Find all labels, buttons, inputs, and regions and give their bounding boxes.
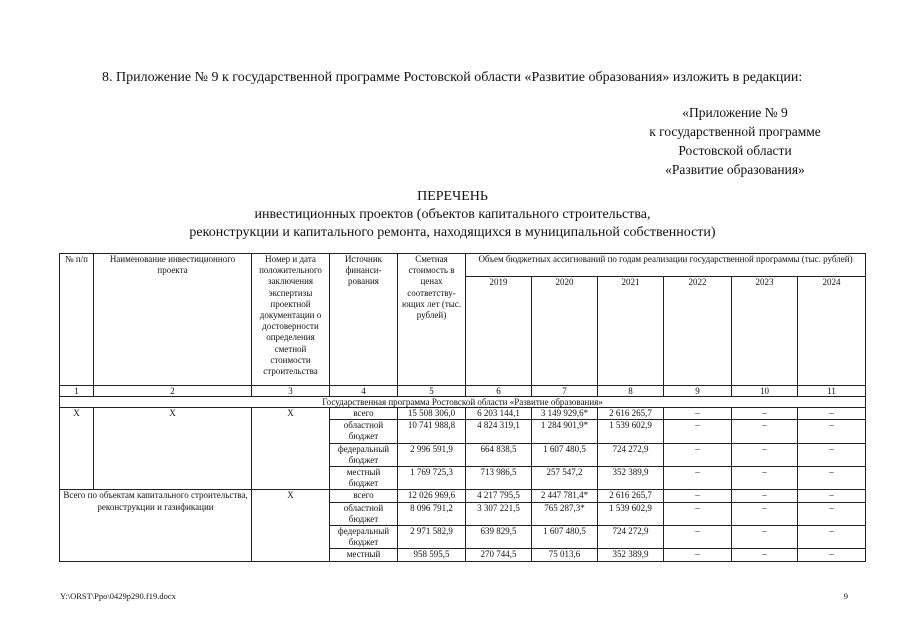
header-name: Наименование инвестиционного проекта bbox=[94, 254, 252, 386]
header-cost: Сметная стоимость в ценах соответству- ющих лет (тыс. рублей) bbox=[398, 254, 466, 386]
cell-2024: – bbox=[798, 502, 866, 525]
cell-2019: 713 986,5 bbox=[466, 467, 532, 490]
column-number: 3 bbox=[252, 386, 330, 397]
cell-2019: 4 217 795,5 bbox=[466, 490, 532, 502]
cell-2019: 639 829,5 bbox=[466, 526, 532, 549]
cell-2023: – bbox=[732, 549, 798, 561]
cell-cost: 2 996 591,9 bbox=[398, 443, 466, 466]
cell-name-total: Всего по объектам капитального строительства, реконструкции и газификации bbox=[60, 490, 252, 561]
cell-2024: – bbox=[798, 490, 866, 502]
cell-2021: 1 539 602,9 bbox=[598, 420, 664, 443]
projects-table bbox=[59, 253, 866, 562]
cell-2022: – bbox=[664, 502, 732, 525]
cell-cost: 8 096 791,2 bbox=[398, 502, 466, 525]
cell-2022: – bbox=[664, 526, 732, 549]
cell-source: всего bbox=[330, 408, 398, 420]
cell-source: местный бюджет bbox=[330, 467, 398, 490]
cell-source: федеральный бюджет bbox=[330, 443, 398, 466]
cell-2022: – bbox=[664, 443, 732, 466]
cell-source: федеральный бюджет bbox=[330, 526, 398, 549]
header-year: 2021 bbox=[598, 277, 664, 386]
cell-2020: 765 287,3* bbox=[532, 502, 598, 525]
cell-2020: 1 607 480,5 bbox=[532, 443, 598, 466]
appendix-header bbox=[625, 103, 845, 179]
appendix-line: «Развитие образования» bbox=[665, 162, 805, 177]
cell-2022: – bbox=[664, 490, 732, 502]
appendix-line: «Приложение № 9 bbox=[682, 105, 788, 120]
cell-2023: – bbox=[732, 490, 798, 502]
column-number: 4 bbox=[330, 386, 398, 397]
cell-2021: 724 272,9 bbox=[598, 526, 664, 549]
title-line-3: реконструкции и капитального ремонта, находящихся в муниципальной собственности) bbox=[189, 225, 716, 240]
header-year: 2022 bbox=[664, 277, 732, 386]
cell-cost: 2 971 582,9 bbox=[398, 526, 466, 549]
cell-conclusion: Х bbox=[252, 408, 330, 490]
cell-2024: – bbox=[798, 420, 866, 443]
cell-2024: – bbox=[798, 549, 866, 561]
section-row bbox=[60, 397, 866, 408]
column-number: 2 bbox=[94, 386, 252, 397]
cell-2022: – bbox=[664, 408, 732, 420]
cell-2023: – bbox=[732, 526, 798, 549]
table-row bbox=[60, 490, 866, 502]
cell-2019: 6 203 144,1 bbox=[466, 408, 532, 420]
cell-2020: 257 547,2 bbox=[532, 467, 598, 490]
cell-cost: 1 769 725,3 bbox=[398, 467, 466, 490]
cell-conclusion: Х bbox=[252, 490, 330, 561]
cell-2021: 724 272,9 bbox=[598, 443, 664, 466]
cell-source: местный bbox=[330, 549, 398, 561]
column-number: 7 bbox=[532, 386, 598, 397]
column-numbers-row bbox=[60, 386, 866, 397]
column-number: 9 bbox=[664, 386, 732, 397]
cell-no: Х bbox=[60, 408, 94, 490]
column-number: 6 bbox=[466, 386, 532, 397]
cell-2024: – bbox=[798, 467, 866, 490]
cell-cost: 12 026 969,6 bbox=[398, 490, 466, 502]
cell-2020: 2 447 781,4* bbox=[532, 490, 598, 502]
header-year: 2020 bbox=[532, 277, 598, 386]
header-year: 2024 bbox=[798, 277, 866, 386]
appendix-line: Ростовской области bbox=[678, 143, 792, 158]
cell-2020: 1 284 901,9* bbox=[532, 420, 598, 443]
cell-2021: 2 616 265,7 bbox=[598, 490, 664, 502]
cell-2022: – bbox=[664, 549, 732, 561]
cell-2023: – bbox=[732, 502, 798, 525]
column-number: 11 bbox=[798, 386, 866, 397]
cell-2021: 352 389,9 bbox=[598, 549, 664, 561]
section-title: Государственная программа Ростовской области «Развитие образования» bbox=[60, 397, 866, 408]
cell-cost: 958 595,5 bbox=[398, 549, 466, 561]
appendix-line: к государственной программе bbox=[649, 124, 821, 139]
document-title bbox=[0, 188, 905, 242]
cell-2020: 1 607 480,5 bbox=[532, 526, 598, 549]
cell-2021: 1 539 602,9 bbox=[598, 502, 664, 525]
column-number: 5 bbox=[398, 386, 466, 397]
table-row bbox=[60, 408, 866, 420]
cell-2024: – bbox=[798, 526, 866, 549]
cell-2023: – bbox=[732, 408, 798, 420]
cell-cost: 10 741 988,8 bbox=[398, 420, 466, 443]
cell-source: областной бюджет bbox=[330, 502, 398, 525]
column-number: 1 bbox=[60, 386, 94, 397]
cell-2023: – bbox=[732, 443, 798, 466]
title-line-2: инвестиционных проектов (объектов капитального строительства, bbox=[254, 207, 651, 222]
cell-2022: – bbox=[664, 420, 732, 443]
title-line-1: ПЕРЕЧЕНЬ bbox=[417, 189, 488, 204]
cell-2019: 270 744,5 bbox=[466, 549, 532, 561]
footer-file-path: Y:\ORST\Ppo\0429p290.f19.docx bbox=[60, 591, 176, 601]
cell-name: Х bbox=[94, 408, 252, 490]
column-number: 8 bbox=[598, 386, 664, 397]
header-row bbox=[60, 254, 866, 277]
cell-cost: 15 508 306,0 bbox=[398, 408, 466, 420]
page-number: 9 bbox=[843, 591, 848, 601]
cell-2023: – bbox=[732, 467, 798, 490]
cell-2020: 75 013,6 bbox=[532, 549, 598, 561]
cell-2019: 4 824 319,1 bbox=[466, 420, 532, 443]
cell-2022: – bbox=[664, 467, 732, 490]
header-year: 2019 bbox=[466, 277, 532, 386]
header-no: № п/п bbox=[60, 254, 94, 386]
cell-2024: – bbox=[798, 408, 866, 420]
cell-2023: – bbox=[732, 420, 798, 443]
cell-2019: 3 307 221,5 bbox=[466, 502, 532, 525]
cell-2020: 3 149 929,6* bbox=[532, 408, 598, 420]
cell-source: областной бюджет bbox=[330, 420, 398, 443]
header-conclusion: Номер и дата положительного заключения экспертизы проектной документации о достоверности определения сметной стоимости строительства bbox=[252, 254, 330, 386]
cell-2019: 664 838,5 bbox=[466, 443, 532, 466]
cell-source: всего bbox=[330, 490, 398, 502]
cell-2024: – bbox=[798, 443, 866, 466]
column-number: 10 bbox=[732, 386, 798, 397]
intro-paragraph: 8. Приложение № 9 к государственной программе Ростовской области «Развитие образования» изложить в редакции: bbox=[102, 70, 803, 85]
cell-2021: 352 389,9 bbox=[598, 467, 664, 490]
header-volume: Объем бюджетных ассигнований по годам реализации государственной программы (тыс. рублей) bbox=[466, 254, 866, 277]
header-year: 2023 bbox=[732, 277, 798, 386]
cell-2021: 2 616 265,7 bbox=[598, 408, 664, 420]
header-source: Источник финанси- рования bbox=[330, 254, 398, 386]
